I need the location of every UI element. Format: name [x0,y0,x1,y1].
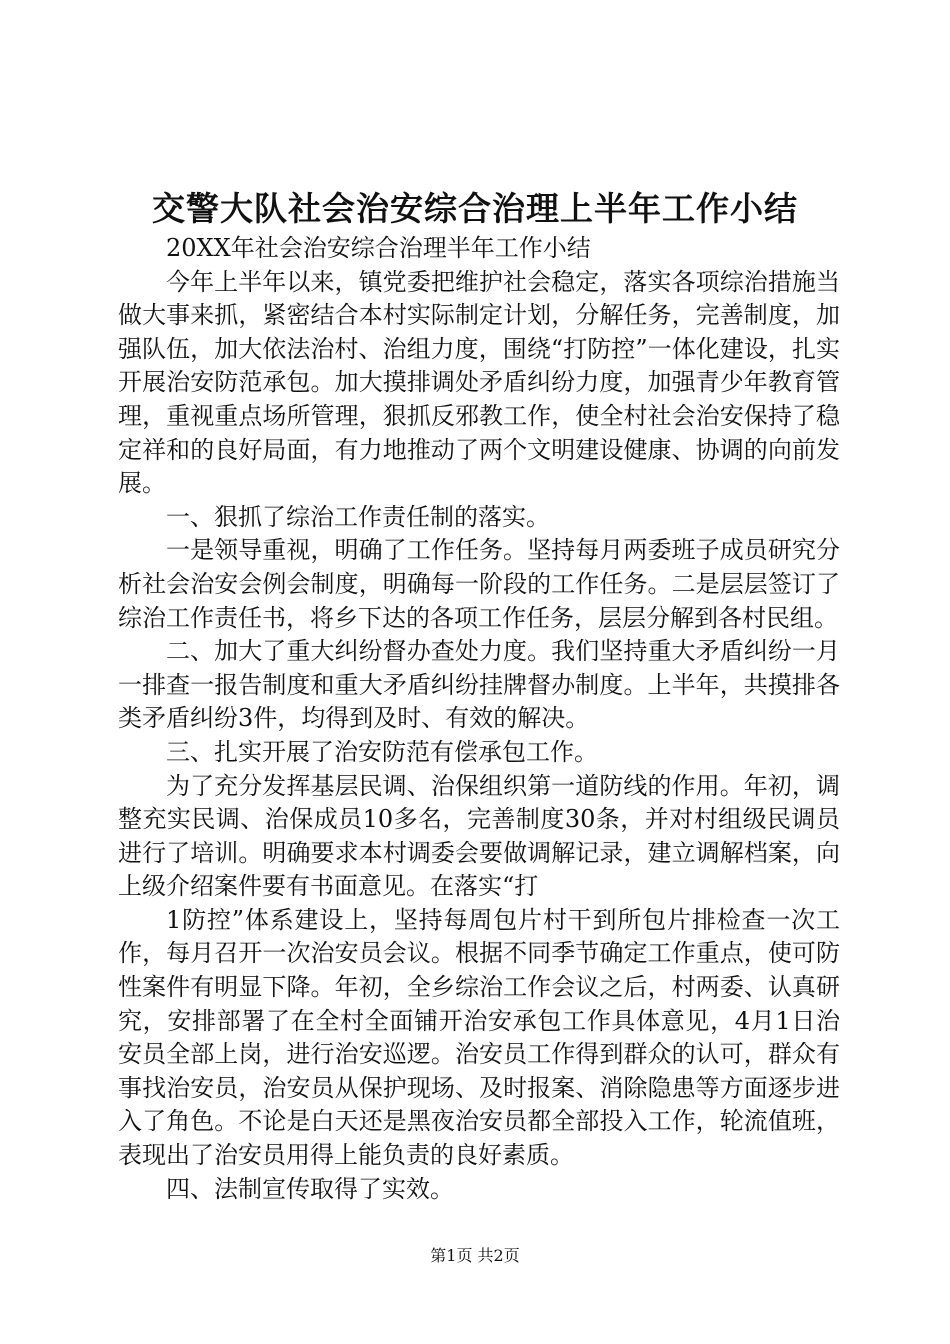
document-body [118,232,840,1206]
paragraph-3-body: 为了充分发挥基层民调、治保组织第一道防线的作用。年初，调整充实民调、治保成员10多名，完善制度30条，并对村组级民调员进行了培训。明确要求本村调委会要做调解记录，建立调解档案，向上级介绍案件要有书面意见。在落实“打 [118,771,840,901]
paragraph-3-continued: 1防控”体系建设上，坚持每周包片村干到所包片排检查一次工作，每月召开一次治安员会议。根据不同季节确定工作重点，使可防性案件有明显下降。年初，全乡综治工作会议之后，村两委、认真研究，安排部署了在全村全面铺开治安承包工作具体意见，4月1日治安员全部上岗，进行治安巡逻。治安员工作得到群众的认可，群众有事找治安员，治安员从保护现场、及时报案、消除隐患等方面逐步进入了角色。不论是白天还是黑夜治安员都全部投入工作，轮流值班，表现出了治安员用得上能负责的良好素质。 [118,905,840,1170]
paragraph-heading-4: 四、法制宣传取得了实效。 [166,1174,454,1203]
paragraph-heading-1: 一、狠抓了综治工作责任制的落实。 [166,502,550,531]
paragraph-heading-3: 三、扎实开展了治安防范有偿承包工作。 [166,737,598,766]
document-title: 交警大队社会治安综合治理上半年工作小结 [152,189,798,228]
paragraph-1-body: 一是领导重视，明确了工作任务。坚持每月两委班子成员研究分析社会治安会例会制度，明确每一阶段的工作任务。二是层层签订了综治工作责任书，将乡下达的各项工作任务，层层分解到各村民组。 [118,536,840,632]
paragraph-subtitle: 20XX年社会治安综合治理半年工作小结 [166,234,591,262]
paragraph-heading-2: 二、加大了重大纠纷督办查处力度。我们坚持重大矛盾纠纷一月一排查一报告制度和重大矛盾纠纷挂牌督办制度。上半年，共摸排各类矛盾纠纷3件，均得到及时、有效的解决。 [118,637,840,733]
paragraph-intro: 今年上半年以来，镇党委把维护社会稳定，落实各项综治措施当做大事来抓，紧密结合本村实际制定计划，分解任务，完善制度，加强队伍，加大依法治村、治组力度，围绕“打防控”一体化建设，扎实开展治安防范承包。加大摸排调处矛盾纠纷力度，加强青少年教育管理，重视重点场所管理，狠抓反邪教工作，使全村社会治安保持了稳定祥和的良好局面，有力地推动了两个文明建设健康、协调的向前发展。 [118,267,840,498]
page-footer: 第1页 共2页 [430,1246,520,1265]
